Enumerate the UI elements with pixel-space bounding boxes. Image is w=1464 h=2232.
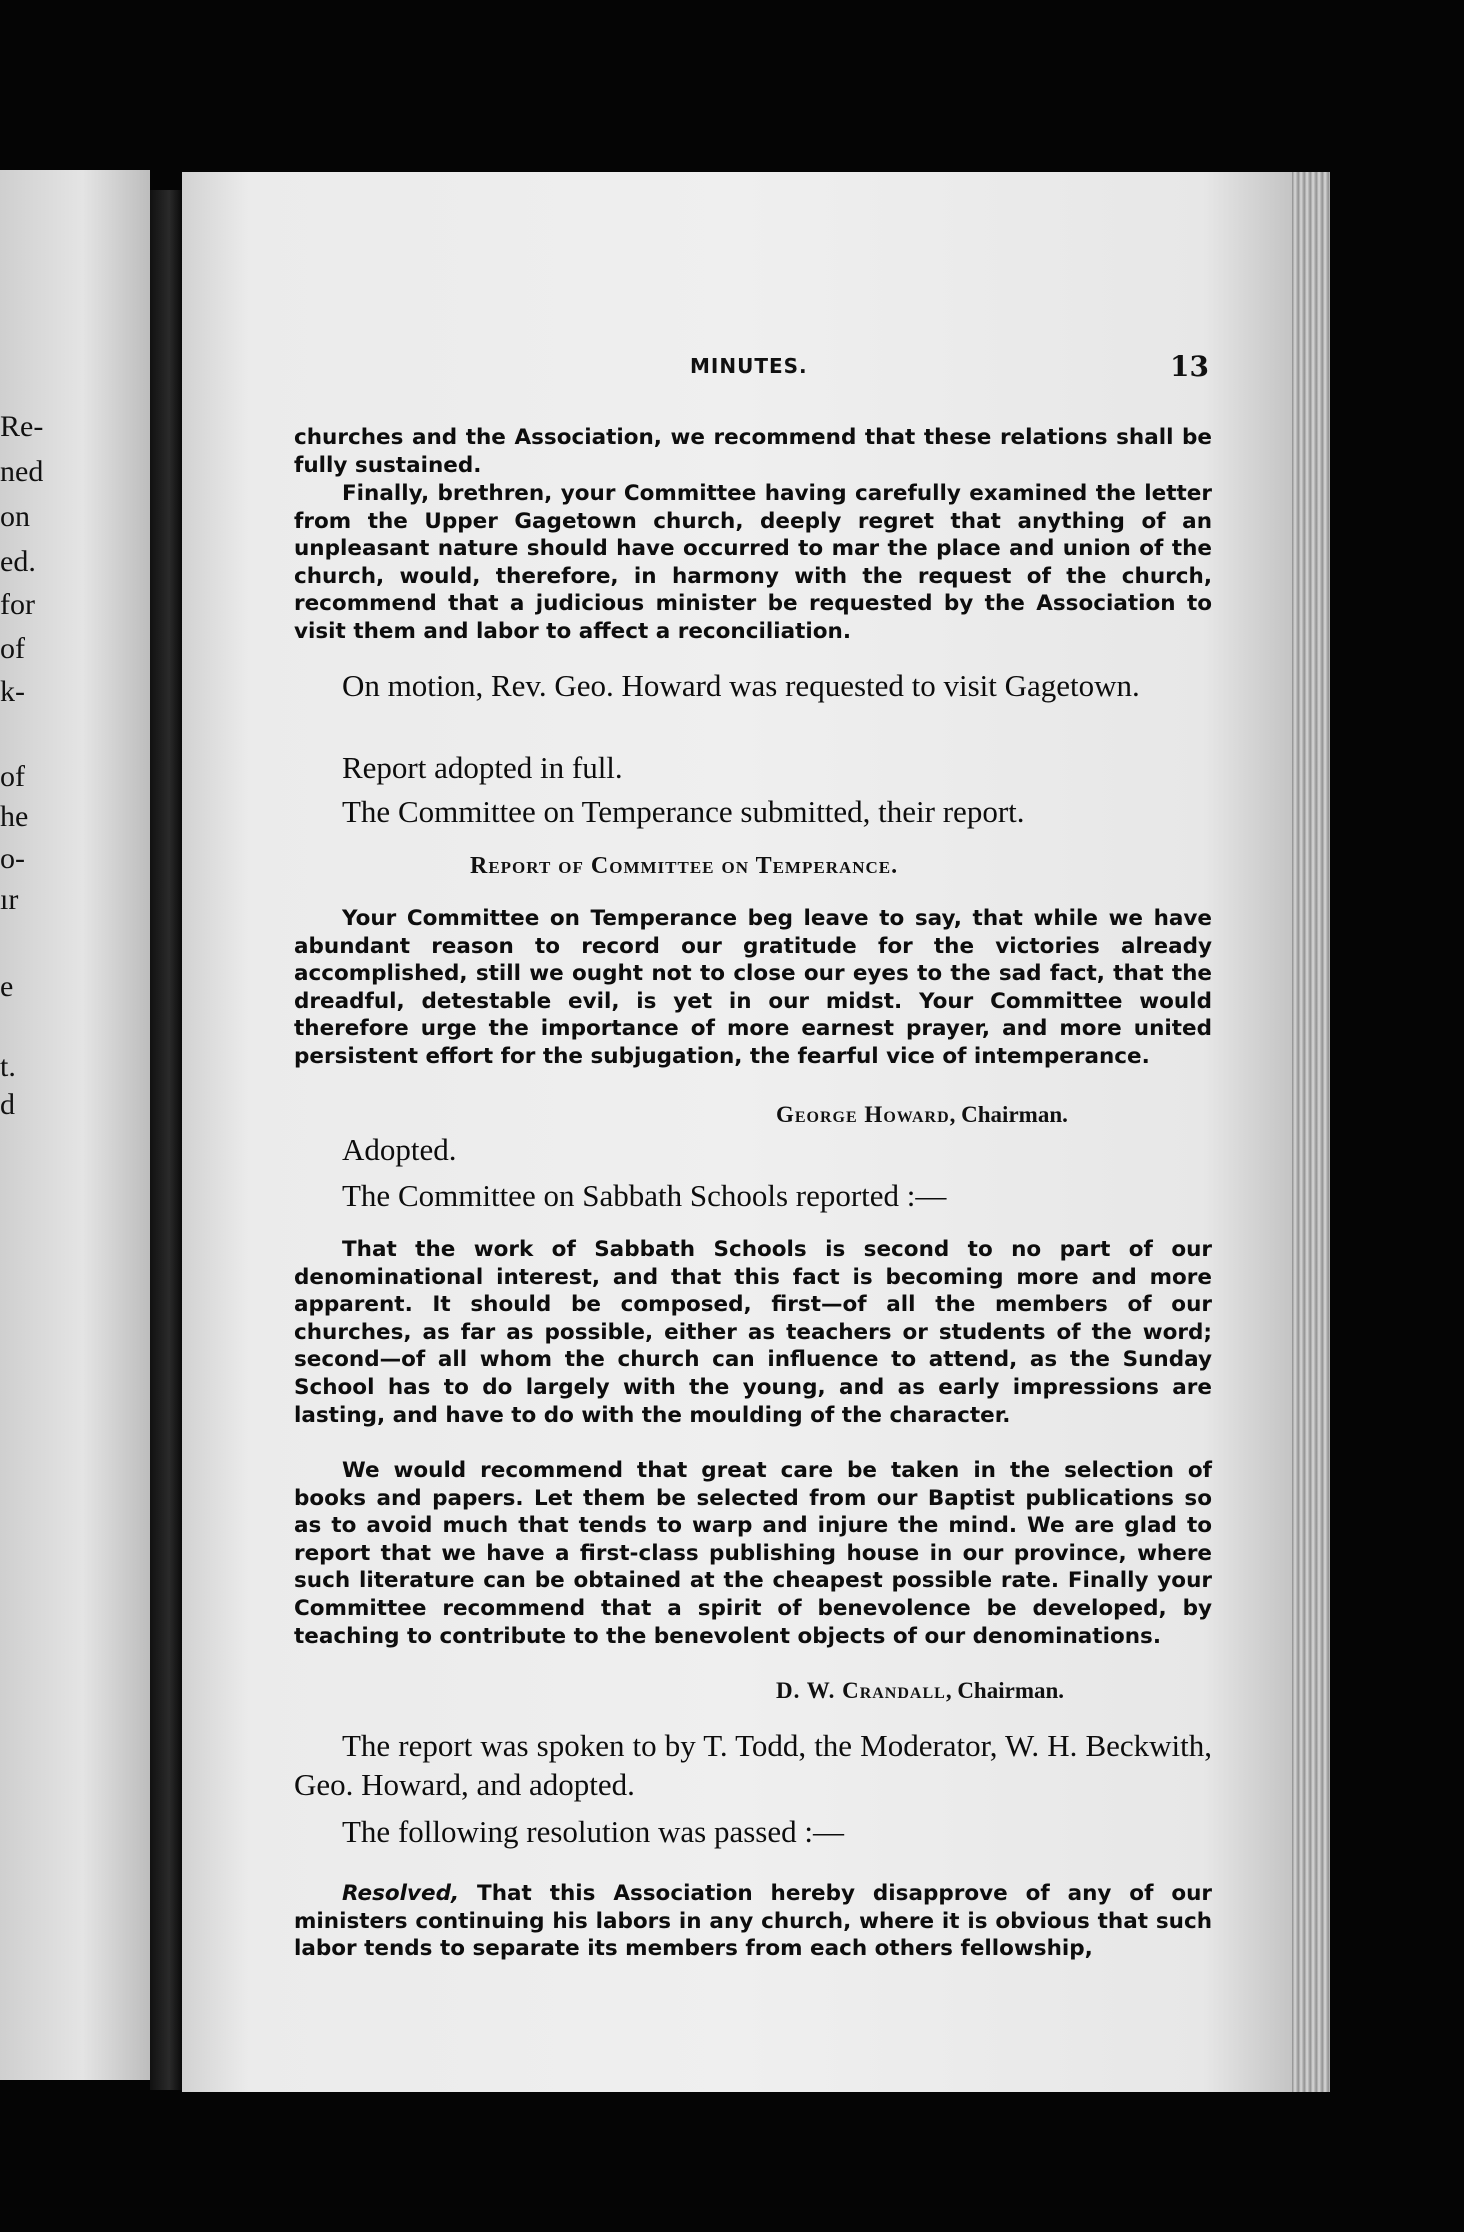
resolution-intro: The following resolution was passed :—: [342, 1814, 844, 1849]
facing-text-fragment: he: [0, 800, 29, 833]
facing-text-fragment: ned: [0, 455, 44, 488]
paragraph-relations: churches and the Association, we recommend that these relations shall be fully sustained.: [294, 425, 1212, 478]
facing-text-fragment: d: [0, 1088, 15, 1121]
temperance-report-heading: Report of Committee on Temperance.: [470, 853, 899, 879]
resolved-label: Resolved,: [342, 1881, 460, 1906]
signature-name: D. W. Crandall: [776, 1678, 946, 1703]
facing-text-fragment: ır: [0, 883, 19, 916]
facing-text-fragment: of: [0, 760, 25, 793]
sabbath-report-body-2: We would recommend that great care be taken in the selection of books and papers. Let them be selected from our Baptist publications so as to avoid much that tends to warp and injure the mind. We are glad to report that we have a first-class publishing house in our province, where such literature can be obtained at the cheapest possible rate. Finally your Committee recommend that a spirit of benevolence be developed, by teaching to contribute to the benevolent objects of our denominations.: [294, 1458, 1212, 1649]
sabbath-intro: The Committee on Sabbath Schools reported :—: [342, 1178, 947, 1213]
temperance-signature: [776, 1102, 1068, 1128]
signature-name: George Howard: [776, 1102, 950, 1127]
paragraph-gagetown-letter: Finally, brethren, your Committee having carefully examined the letter from the Upper Gagetown church, deeply regret that anything of an unpleasant nature should have occurred to mar the place and union of the church, would, therefore, in harmony with the request of the church, recommend that a judicious minister be requested by the Association to visit them and labor to affect a reconciliation.: [294, 481, 1212, 644]
report-adopted-in-full: Report adopted in full.: [342, 750, 623, 785]
signature-title: , Chairman.: [949, 1102, 1068, 1127]
facing-text-fragment: on: [0, 500, 30, 533]
sabbath-report-body-1: That the work of Sabbath Schools is second to no part of our denominational interest, and that this fact is becoming more and more apparent. It should be composed, first—of all the members of our churches, as far as possible, either as teachers or students of the word; second—of all whom the church can influence to attend, as the Sunday School has to do largely with the young, and as early impressions are lasting, and have to do with the moulding of the character.: [294, 1237, 1212, 1428]
signature-title: , Chairman.: [945, 1678, 1065, 1703]
page-edge: [1292, 172, 1330, 2092]
resolved-body: That this Association hereby disapprove of any of our ministers continuing his labors in any church, where it is obvious that such labor tends to separate its members from each others fellowship,: [294, 1881, 1212, 1962]
facing-text-fragment: k-: [0, 675, 25, 708]
facing-text-fragment: e: [0, 970, 14, 1003]
facing-text-fragment: o-: [0, 842, 25, 875]
facing-text-fragment: t.: [0, 1050, 16, 1083]
motion-visit-gagetown: On motion, Rev. Geo. Howard was requested to visit Gagetown.: [342, 668, 1140, 703]
facing-text-fragment: of: [0, 632, 25, 665]
temperance-report-body: Your Committee on Temperance beg leave to say, that while we have abundant reason to record our gratitude for the victories already accomplished, still we ought not to close our eyes to the sad fact, that the dreadful, detestable evil, is yet in our midst. Your Committee would therefore urge the importance of more earnest prayer, and more united persistent effort for the subjugation, the fearful vice of intemperance.: [294, 906, 1212, 1069]
book-gutter: [150, 190, 182, 2090]
running-head: MINUTES.: [690, 354, 808, 378]
page-number: 13: [1170, 350, 1209, 383]
facing-text-fragment: for: [0, 588, 35, 621]
temperance-intro: The Committee on Temperance submitted, their report.: [342, 794, 1025, 829]
facing-text-fragment: ed.: [0, 545, 36, 578]
adopted-temperance: Adopted.: [342, 1132, 457, 1167]
sabbath-signature: [776, 1678, 1064, 1704]
report-spoken-to: The report was spoken to by T. Todd, the Moderator, W. H. Beckwith, Geo. Howard, and adopted.: [294, 1728, 1212, 1802]
resolution-text: [294, 1880, 1212, 1963]
facing-page: [0, 170, 150, 2080]
facing-text-fragment: Re-: [0, 410, 44, 443]
